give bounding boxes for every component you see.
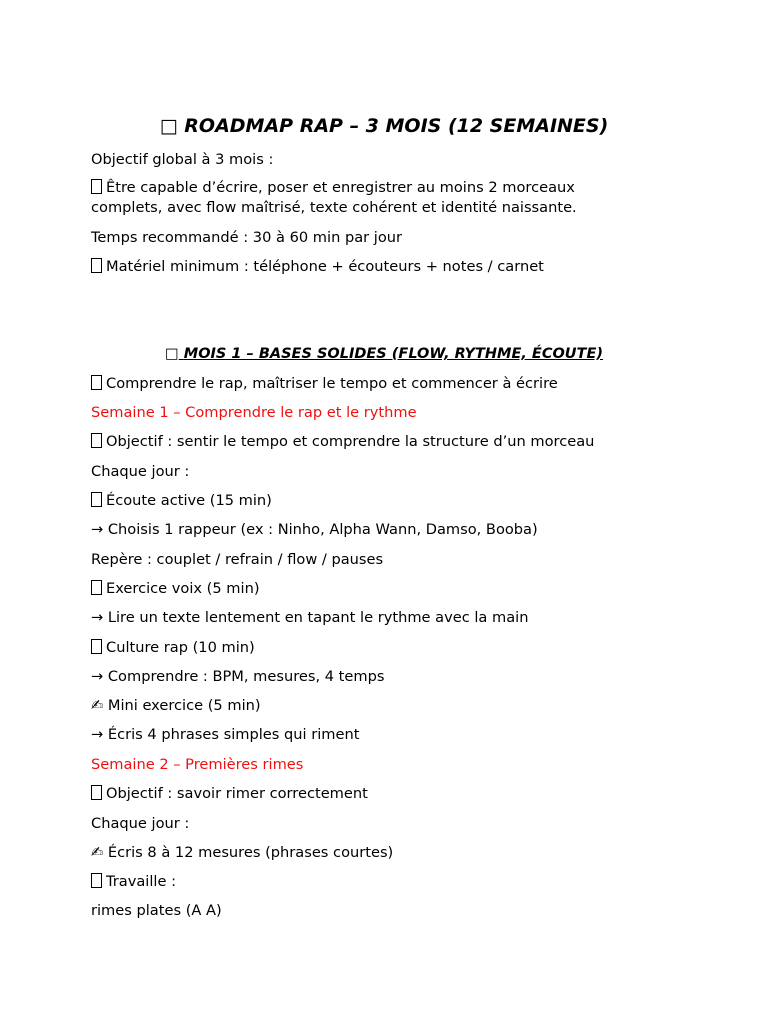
week1-daily-label: Chaque jour : bbox=[91, 463, 190, 480]
document-title bbox=[0, 113, 768, 139]
week1-item: → Choisis 1 rappeur (ex : Ninho, Alpha Wann, Damso, Booba) bbox=[91, 521, 538, 538]
title-text: ROADMAP RAP – 3 MOIS (12 SEMAINES) bbox=[184, 115, 609, 137]
intro-objective-label: Objectif global à 3 mois : bbox=[91, 151, 274, 168]
emoji-placeholder-icon bbox=[91, 873, 102, 888]
week1-item: ✍ Mini exercice (5 min) bbox=[91, 697, 261, 714]
week2-item: rimes plates (A A) bbox=[91, 902, 222, 919]
emoji-placeholder-icon bbox=[91, 785, 102, 800]
week1-item: → Comprendre : BPM, mesures, 4 temps bbox=[91, 668, 385, 685]
week2-goal: Objectif : savoir rimer correctement bbox=[91, 784, 691, 804]
intro-time: Temps recommandé : 30 à 60 min par jour bbox=[91, 229, 403, 246]
intro-material: Matériel minimum : téléphone + écouteurs + notes / carnet bbox=[91, 257, 691, 277]
emoji-placeholder-icon bbox=[91, 580, 102, 595]
week1-item: Culture rap (10 min) bbox=[91, 638, 691, 658]
week2-item: ✍ Écris 8 à 12 mesures (phrases courtes) bbox=[91, 844, 394, 861]
month1-goal: Comprendre le rap, maîtriser le tempo et commencer à écrire bbox=[91, 374, 691, 394]
emoji-placeholder-icon bbox=[91, 258, 102, 273]
emoji-placeholder-icon bbox=[91, 375, 102, 390]
week1-item: Exercice voix (5 min) bbox=[91, 579, 691, 599]
week1-item: Repère : couplet / refrain / flow / pauses bbox=[91, 551, 384, 568]
emoji-placeholder-icon bbox=[91, 179, 102, 194]
emoji-placeholder-icon bbox=[91, 639, 102, 654]
week2-heading: Semaine 2 – Premières rimes bbox=[91, 756, 304, 773]
emoji-placeholder-icon bbox=[91, 492, 102, 507]
intro-objective-text: Être capable d’écrire, poser et enregistrer au moins 2 morceaux complets, avec flow maîtrisé, texte cohérent et identité naissante. bbox=[91, 179, 577, 216]
week2-item: Travaille : bbox=[91, 872, 691, 892]
week1-item: → Lire un texte lentement en tapant le rythme avec la main bbox=[91, 609, 529, 626]
week1-item: → Écris 4 phrases simples qui riment bbox=[91, 726, 360, 743]
week1-goal: Objectif : sentir le tempo et comprendre la structure d’un morceau bbox=[91, 432, 691, 452]
emoji-placeholder-icon: □ bbox=[165, 346, 179, 362]
month1-heading bbox=[0, 344, 768, 364]
month1-title: MOIS 1 – BASES SOLIDES (FLOW, RYTHME, ÉCOUTE) bbox=[183, 346, 603, 362]
week2-daily-label: Chaque jour : bbox=[91, 815, 190, 832]
emoji-placeholder-icon bbox=[91, 433, 102, 448]
week1-item: Écoute active (15 min) bbox=[91, 491, 691, 511]
emoji-placeholder-icon: □ bbox=[159, 115, 178, 137]
week1-heading: Semaine 1 – Comprendre le rap et le rythme bbox=[91, 404, 417, 421]
